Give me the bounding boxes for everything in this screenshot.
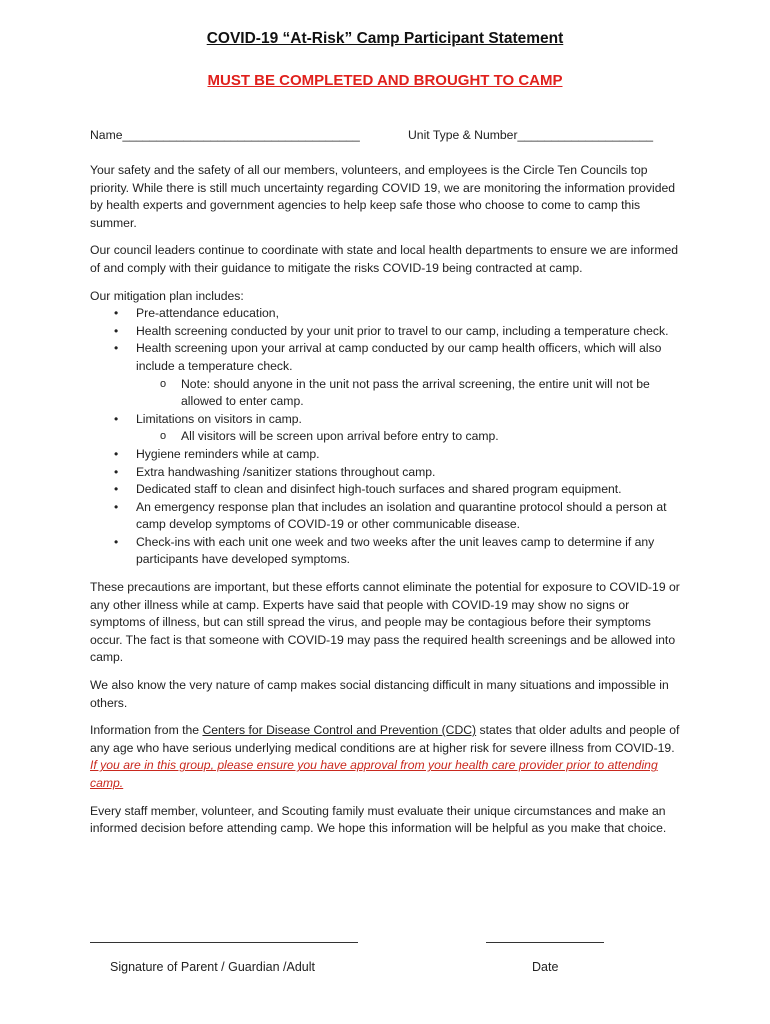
list-item: • An emergency response plan that includes an isolation and quarantine protocol should a person at camp develop symptoms of COVID-19 or other communicable disease. [90, 499, 682, 534]
sub-list [136, 428, 682, 446]
sub-list-item: o All visitors will be screen upon arrival before entry to camp. [136, 428, 682, 446]
signature-line[interactable] [90, 942, 358, 943]
list-item: • Health screening upon your arrival at camp conducted by our camp health officers, which will also include a temperature check. o Note: should anyone in the unit not pass the arrival screening, the entire unit will not be allowed to enter camp. [90, 340, 682, 410]
council-paragraph: Our council leaders continue to coordinate with state and local health departments to ensure we are informed of and comply with their guidance to mitigate the risks COVID-19 being contracted at camp. [90, 243, 679, 275]
date-line[interactable] [486, 942, 604, 943]
sub-list [136, 376, 682, 411]
list-item: • Health screening conducted by your unit prior to travel to our camp, including a temperature check. [90, 323, 682, 341]
list-item: • Check-ins with each unit one week and two weeks after the unit leaves camp to determine if any participants have developed symptoms. [90, 534, 682, 569]
date-label: Date [532, 960, 559, 974]
closing-paragraph: Every staff member, volunteer, and Scouting family must evaluate their unique circumstances and make an informed decision before attending camp. We hope this information will be helpful as you make that choice. [90, 803, 667, 836]
precautions-paragraph: These precautions are important, but these efforts cannot eliminate the potential for exposure to COVID-19 or any other illness while at camp. Experts have said that people with COVID-19 may show no signs or symptoms of illness, but can still spread the virus, and people may be contagious before their symptoms occur. The fact is that someone with COVID-19 may pass the required health screenings and be allowed into camp. [90, 580, 680, 665]
cdc-link[interactable]: Centers for Disease Control and Prevention (CDC) [202, 723, 477, 738]
list-item: • Hygiene reminders while at camp. [90, 446, 682, 464]
intro-paragraph: Your safety and the safety of all our members, volunteers, and employees is the Circle Ten Councils top priority. While there is still much uncertainty regarding COVID 19, we are monitoring the information provided by health experts and government agencies to help keep safe those who choose to come to camp this summer. [90, 163, 676, 230]
list-item: • Extra handwashing /sanitizer stations throughout camp. [90, 464, 682, 482]
sub-list-item: o Note: should anyone in the unit not pass the arrival screening, the entire unit will not be allowed to enter camp. [136, 376, 682, 411]
distancing-paragraph: We also know the very nature of camp makes social distancing difficult in many situations and impossible in others. [90, 678, 669, 710]
unit-type-number-field[interactable]: Unit Type & Number____________________ [408, 128, 654, 142]
name-field[interactable]: Name___________________________________ [90, 128, 360, 142]
document-subtitle: MUST BE COMPLETED AND BROUGHT TO CAMP [207, 72, 563, 89]
cdc-paragraph: Information from the Centers for Disease Control and Prevention (CDC) states that older adults and people of any age who have serious underlying medical conditions are at higher risk for severe illness from COVID-19. If you are in this group, please ensure you have approval from your health care provider prior to attending camp. [90, 723, 680, 790]
signature-label: Signature of Parent / Guardian /Adult [110, 960, 315, 974]
mitigation-plan-intro: Our mitigation plan includes: [90, 288, 244, 303]
document-title: COVID-19 “At-Risk” Camp Participant Statement [206, 30, 564, 47]
mitigation-list [90, 305, 682, 569]
statement-body [90, 162, 682, 848]
list-item: • Limitations on visitors in camp. o All visitors will be screen upon arrival before entry to camp. [90, 411, 682, 446]
list-item: • Dedicated staff to clean and disinfect high-touch surfaces and shared program equipment. [90, 481, 682, 499]
mitigation-plan [90, 288, 682, 570]
list-item: • Pre-attendance education, [90, 305, 682, 323]
form-fields [90, 128, 690, 142]
at-risk-warning: If you are in this group, please ensure you have approval from your health care provider prior to attending camp. [90, 758, 658, 790]
